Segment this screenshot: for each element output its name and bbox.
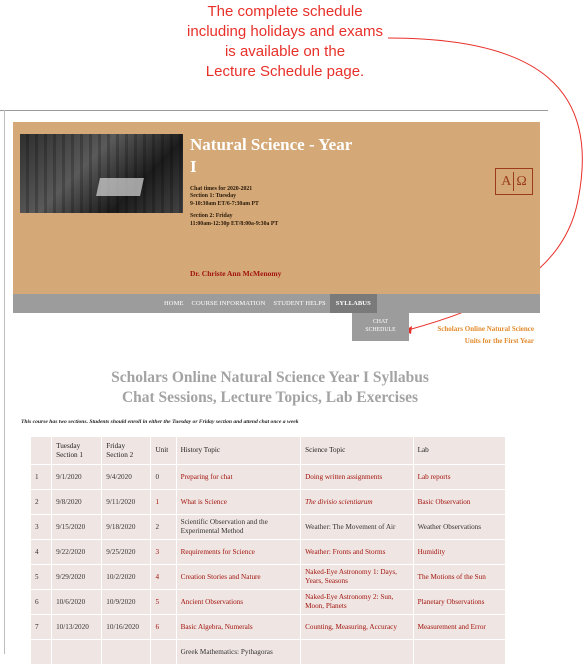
nav-course-information[interactable]: COURSE INFORMATION (191, 300, 266, 307)
tuesday-date: 9/8/2020 (52, 490, 101, 514)
row-number: 1 (31, 465, 51, 489)
unit-number: 3 (151, 540, 175, 564)
table-row (31, 615, 505, 639)
science-topic-link[interactable]: Naked-Eye Astronomy 1: Days, Years, Seasons (301, 565, 412, 589)
row-number (31, 640, 51, 664)
header-cell: Tuesday Section 1 (52, 437, 101, 464)
history-topic-link[interactable]: Ancient Observations (177, 590, 301, 614)
row-number: 5 (31, 565, 51, 589)
header-cell (31, 437, 51, 464)
historical-photo (20, 134, 183, 213)
course-title: Natural Science - Year I (190, 135, 353, 176)
page-top-border (0, 110, 548, 111)
annotation-callout (160, 2, 410, 82)
tuesday-date: 9/22/2020 (52, 540, 101, 564)
history-topic: Scientific Observation and the Experimental Method (177, 515, 301, 539)
table-row (31, 590, 505, 614)
science-topic: Weather: The Movement of Air (301, 515, 412, 539)
chat-times: Chat times for 2020-2021 Section 1: Tuesday 9-10:30am ET/6-7:30am PT Section 2: Friday 11:00am-12:30p ET/8:00a-9:30a PT (190, 186, 279, 227)
annotation-line: including holidays and exams (187, 23, 383, 40)
tuesday-date (52, 640, 101, 664)
friday-date: 9/25/2020 (102, 540, 150, 564)
science-topic-link[interactable]: Doing written assignments (301, 465, 412, 489)
lab-link[interactable]: The Motions of the Sun (414, 565, 505, 589)
history-topic-link[interactable]: What is Science (177, 490, 301, 514)
instructor-name: Dr. Christe Ann McMenomy (190, 269, 282, 278)
row-number: 4 (31, 540, 51, 564)
friday-date: 9/4/2020 (102, 465, 150, 489)
friday-date: 9/11/2020 (102, 490, 150, 514)
science-topic-link[interactable]: Weather: Fronts and Storms (301, 540, 412, 564)
unit-number: 6 (151, 615, 175, 639)
friday-date: 10/2/2020 (102, 565, 150, 589)
tuesday-date: 9/15/2020 (52, 515, 101, 539)
table-header-row (31, 437, 505, 464)
row-number: 7 (31, 615, 51, 639)
nav-home[interactable]: HOME (164, 300, 184, 307)
lab-link[interactable]: Humidity (414, 540, 505, 564)
annotation-line: The complete schedule (207, 3, 363, 20)
friday-date: 10/16/2020 (102, 615, 150, 639)
tuesday-date: 10/13/2020 (52, 615, 101, 639)
lab-link[interactable]: Planetary Observations (414, 590, 505, 614)
alpha-omega-logo-icon: A Ω (495, 168, 533, 195)
header-cell: Science Topic (301, 437, 412, 464)
lab-link[interactable]: Measurement and Error (414, 615, 505, 639)
annotation-line: Lecture Schedule page. (205, 63, 365, 80)
annotation-line: is available on the (224, 43, 346, 60)
table-row (31, 515, 505, 539)
history-topic-link[interactable]: Creation Stories and Nature (177, 565, 301, 589)
table-row (31, 540, 505, 564)
page-left-border (4, 110, 5, 654)
page-title: Scholars Online Natural Science Year I Syllabus Chat Sessions, Lecture Topics, Lab Exercises (111, 369, 429, 406)
nav-syllabus[interactable]: SYLLABUS (330, 294, 377, 313)
tuesday-date: 9/1/2020 (52, 465, 101, 489)
lab-link[interactable]: Basic Observation (414, 490, 505, 514)
section-intro: This course has two sections. Students should enroll in either the Tuesday or Friday section and attend chat once a week (21, 419, 299, 425)
history-topic-link[interactable]: Requirements for Science (177, 540, 301, 564)
unit-number: 0 (151, 465, 175, 489)
header-cell: Friday Section 2 (102, 437, 150, 464)
table-row (31, 640, 505, 664)
science-topic-link[interactable]: Naked-Eye Astronomy 2: Sun, Moon, Planets (301, 590, 412, 614)
history-topic-link[interactable]: Basic Algebra, Numerals (177, 615, 301, 639)
unit-number: 1 (151, 490, 175, 514)
science-topic (301, 640, 412, 664)
science-topic-link[interactable]: The divisio scientiarum (301, 490, 412, 514)
row-number: 2 (31, 490, 51, 514)
units-note: Scholars Online Natural Science Units for the First Year (437, 325, 534, 345)
header-cell: Lab (414, 437, 505, 464)
friday-date (102, 640, 150, 664)
tuesday-date: 9/29/2020 (52, 565, 101, 589)
header-cell: Unit (151, 437, 175, 464)
friday-date: 10/9/2020 (102, 590, 150, 614)
row-number: 3 (31, 515, 51, 539)
lab-topic: Weather Observations (414, 515, 505, 539)
lab-link[interactable]: Lab reports (414, 465, 505, 489)
nav-student-helps[interactable]: STUDENT HELPS (273, 300, 326, 307)
table-row (31, 490, 505, 514)
history-topic-link[interactable]: Preparing for chat (177, 465, 301, 489)
table-row (31, 565, 505, 589)
tuesday-date: 10/6/2020 (52, 590, 101, 614)
table-row (31, 465, 505, 489)
science-topic-link[interactable]: Counting, Measuring, Accuracy (301, 615, 412, 639)
schedule-table (30, 436, 506, 665)
row-number: 6 (31, 590, 51, 614)
lab-topic (414, 640, 505, 664)
unit-number (151, 640, 175, 664)
unit-number: 4 (151, 565, 175, 589)
unit-number: 2 (151, 515, 175, 539)
friday-date: 9/18/2020 (102, 515, 150, 539)
main-nav (13, 294, 540, 313)
unit-number: 5 (151, 590, 175, 614)
course-banner (13, 122, 540, 294)
dropdown-chat-schedule[interactable]: CHAT SCHEDULE (352, 313, 409, 341)
history-topic: Greek Mathematics: Pythagoras (177, 640, 301, 664)
header-cell: History Topic (177, 437, 301, 464)
